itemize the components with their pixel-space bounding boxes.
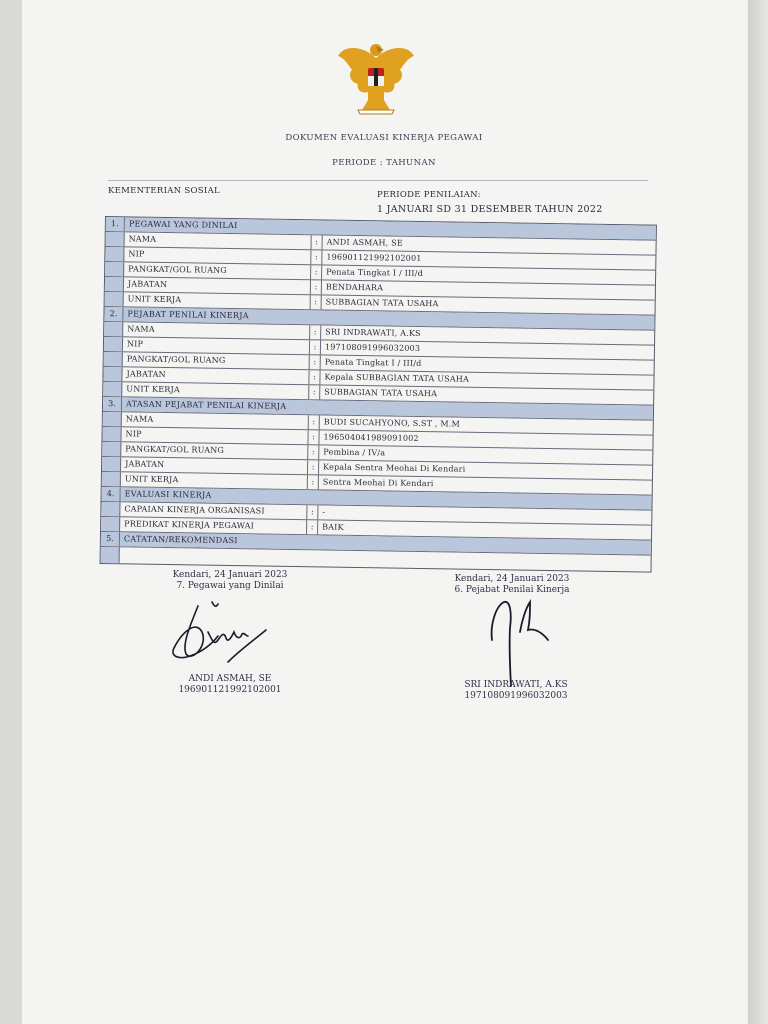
field-label: PANGKAT/GOL RUANG	[123, 352, 310, 369]
row-margin	[105, 277, 124, 291]
field-label: NAMA	[122, 412, 309, 429]
row-margin	[104, 352, 123, 366]
signer-role: 7. Pegawai yang Dinilai	[176, 581, 284, 591]
section-number: 4.	[102, 487, 121, 501]
handwritten-signature-right	[480, 588, 564, 688]
field-label: PANGKAT/GOL RUANG	[121, 442, 308, 459]
row-margin	[102, 472, 121, 486]
signer-nip: 196901121992102001	[178, 685, 282, 695]
field-value: BENDAHARA	[325, 282, 384, 293]
colon-separator: :	[308, 460, 319, 474]
periode-type: PERIODE : TAHUNAN	[332, 158, 436, 168]
row-margin	[105, 292, 124, 306]
colon-separator: :	[311, 250, 322, 264]
field-value: ANDI ASMAH, SE	[326, 237, 403, 248]
colon-separator: :	[308, 445, 319, 459]
section-title: PEGAWAI YANG DINILAI	[125, 217, 656, 239]
field-value: 196504041989091002	[323, 432, 419, 443]
field-value: 197108091996032003	[324, 342, 421, 353]
row-margin	[101, 502, 120, 516]
row-margin	[101, 517, 120, 531]
field-value: Kepala SUBBAGIAN TATA USAHA	[324, 372, 470, 384]
colon-separator: :	[308, 430, 319, 444]
document-title: DOKUMEN EVALUASI KINERJA PEGAWAI	[285, 133, 483, 143]
signer-name: SRI INDRAWATI, A.KS	[464, 680, 568, 690]
signer-name: ANDI ASMAH, SE	[188, 674, 272, 684]
section-title: EVALUASI KINERJA	[121, 487, 652, 509]
signer-nip: 197108091996032003	[464, 691, 568, 701]
field-label: JABATAN	[124, 277, 311, 294]
section-number: 2.	[104, 307, 123, 321]
row-margin	[102, 442, 121, 456]
row-margin	[105, 247, 124, 261]
page-edge-shadow	[748, 0, 768, 1024]
colon-separator: :	[309, 370, 320, 384]
field-label: NIP	[121, 427, 308, 444]
section-title: ATASAN PEJABAT PENILAI KINERJA	[122, 397, 653, 419]
colon-separator: :	[307, 520, 318, 534]
field-value: Kepala Sentra Meohai Di Kendari	[323, 462, 466, 474]
sign-place-date: Kendari, 24 Januari 2023	[454, 574, 570, 584]
colon-separator: :	[311, 280, 322, 294]
field-label: NAMA	[125, 232, 312, 249]
periode-label: PERIODE PENILAIAN:	[377, 190, 481, 200]
row-margin	[104, 337, 123, 351]
field-value: BUDI SUCAHYONO, S.ST , M.M	[323, 417, 461, 429]
field-value: Pembina / IV/a	[323, 447, 386, 458]
colon-separator: :	[309, 385, 320, 399]
field-label: PANGKAT/GOL RUANG	[124, 262, 311, 279]
field-label: JABATAN	[122, 367, 309, 384]
row-margin	[102, 457, 121, 471]
section-title: CATATAN/REKOMENDASI	[120, 532, 651, 554]
field-value: 196901121992102001	[326, 252, 422, 263]
field-label: PREDIKAT KINERJA PEGAWAI	[120, 517, 307, 534]
field-value: SUBBAGIAN TATA USAHA	[324, 387, 438, 399]
signer-role: 6. Pejabat Penilai Kinerja	[454, 585, 570, 595]
row-margin	[103, 367, 122, 381]
section-title: PEJABAT PENILAI KINERJA	[123, 307, 654, 329]
colon-separator: :	[310, 340, 321, 354]
field-label: UNIT KERJA	[121, 472, 308, 489]
signer-left-identity	[150, 674, 310, 695]
row-margin	[103, 412, 122, 426]
field-value: Penata Tingkat I / III/d	[326, 267, 424, 279]
signer-right-identity	[436, 680, 596, 701]
divider	[108, 180, 648, 181]
evaluation-form-table	[100, 216, 657, 573]
section-number: 1.	[106, 217, 125, 231]
row-margin	[101, 547, 120, 563]
colon-separator: :	[311, 265, 322, 279]
sign-place-date: Kendari, 24 Januari 2023	[172, 570, 288, 580]
field-label: CAPAIAN KINERJA ORGANISASI	[120, 502, 307, 519]
field-label: NAMA	[123, 322, 310, 339]
field-value: -	[322, 507, 326, 517]
field-value: SUBBAGIAN TATA USAHA	[325, 297, 439, 309]
colon-separator: :	[308, 475, 319, 489]
field-value: Penata Tingkat I / III/d	[324, 357, 422, 368]
field-value: SRI INDRAWATI, A.KS	[325, 327, 421, 338]
colon-separator: :	[309, 415, 320, 429]
periode-range: 1 JANUARI SD 31 DESEMBER TAHUN 2022	[377, 204, 603, 215]
section-number: 3.	[103, 397, 122, 411]
field-label: JABATAN	[121, 457, 308, 474]
colon-separator: :	[310, 355, 321, 369]
field-label: NIP	[124, 247, 311, 264]
colon-separator: :	[312, 235, 323, 249]
row-margin	[105, 262, 124, 276]
ministry-name: KEMENTERIAN SOSIAL	[108, 186, 220, 196]
field-value: Sentra Meohai Di Kendari	[322, 477, 434, 489]
field-label: NIP	[123, 337, 310, 354]
colon-separator: :	[310, 325, 321, 339]
colon-separator: :	[307, 505, 318, 519]
field-value: BAIK	[322, 522, 344, 532]
section-number: 5.	[101, 532, 120, 546]
signature-block-left	[150, 570, 310, 591]
row-margin	[104, 322, 123, 336]
field-label: UNIT KERJA	[124, 292, 311, 309]
handwritten-signature-left	[168, 596, 272, 676]
row-margin	[106, 232, 125, 246]
field-label: UNIT KERJA	[122, 382, 309, 399]
row-margin	[102, 427, 121, 441]
garuda-emblem-icon	[334, 38, 418, 118]
row-margin	[103, 382, 122, 396]
colon-separator: :	[311, 295, 322, 309]
